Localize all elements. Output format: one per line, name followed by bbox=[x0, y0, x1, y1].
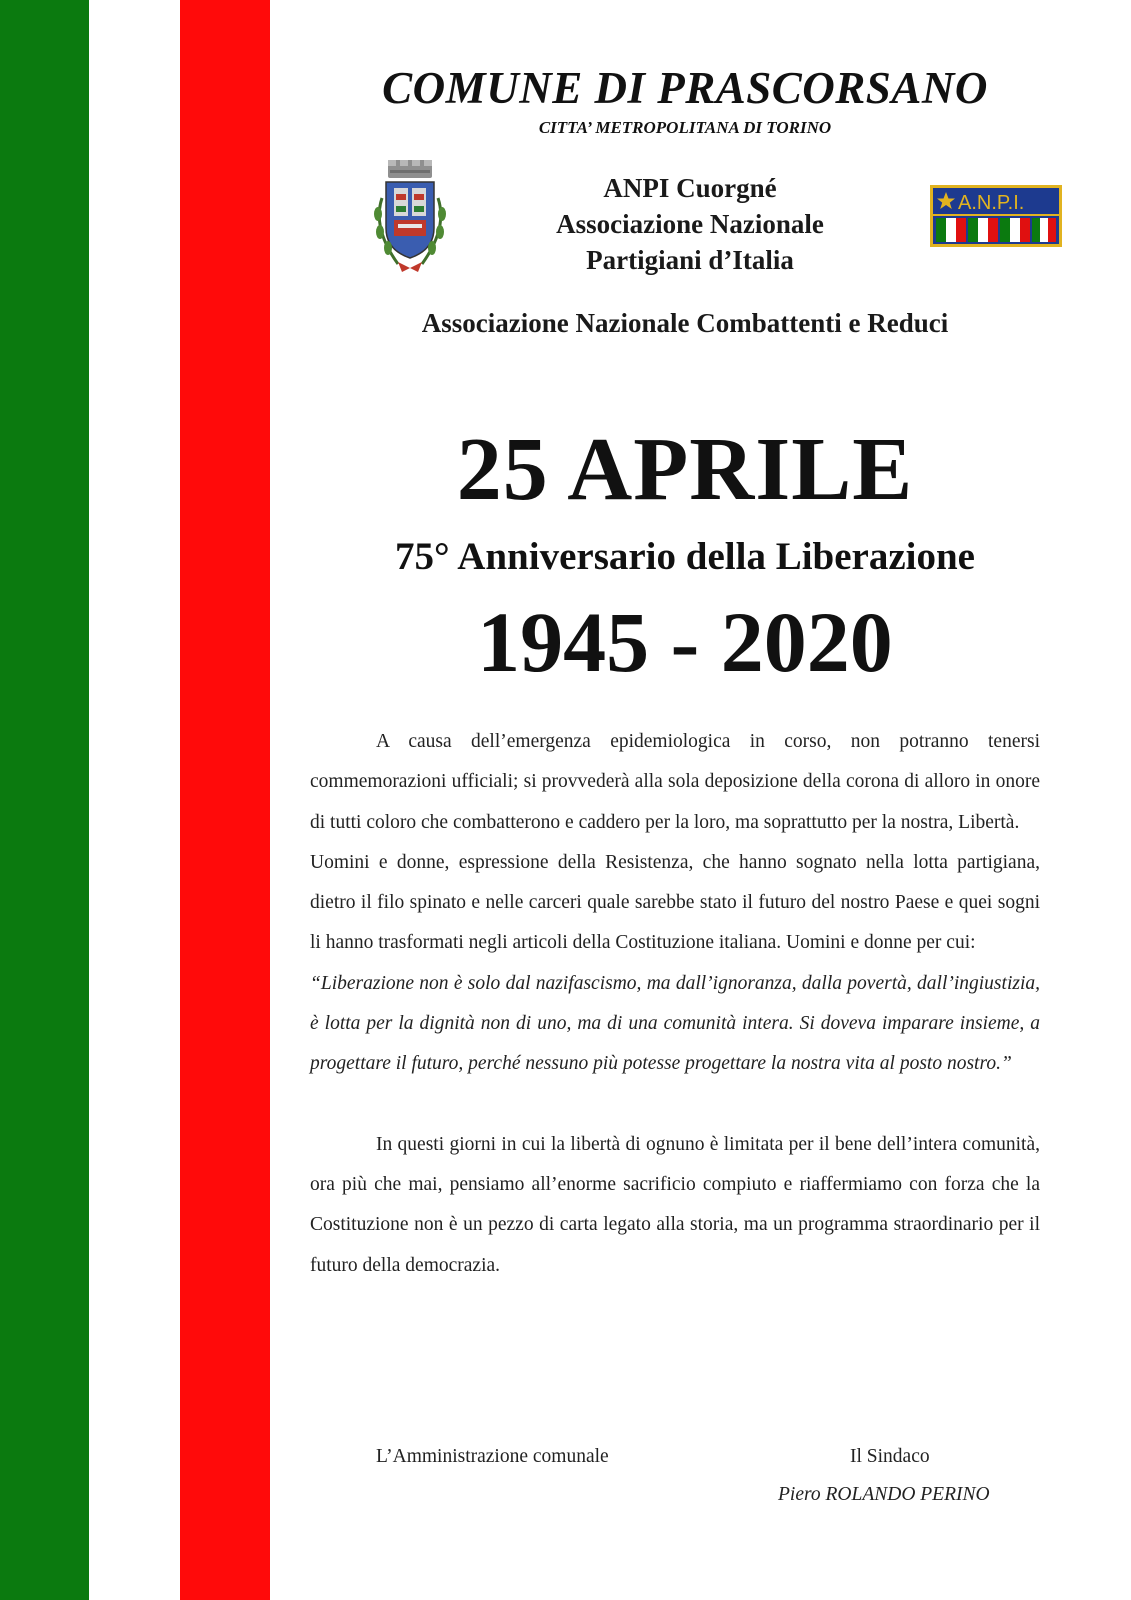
anpi-line-2: Associazione Nazionale bbox=[556, 209, 824, 239]
anniversary-subtitle: 75° Anniversario della Liberazione bbox=[395, 535, 975, 578]
mayor-title: Il Sindaco bbox=[850, 1446, 930, 1467]
paragraph-1: A causa dell’emergenza epidemiologica in corso, non potranno tenersi commemorazioni ufficiali; si provvederà alla sola deposizione della corona di alloro in onore di tutti coloro che combatterono e caddero per la loro, ma soprattutto per la nostra, Libertà. bbox=[310, 731, 1040, 833]
municipal-crest-icon bbox=[368, 158, 452, 276]
event-date: 25 APRILE bbox=[456, 420, 914, 519]
anpi-line-1: ANPI Cuorgné bbox=[603, 173, 777, 203]
years-range: 1945 - 2020 bbox=[477, 594, 893, 690]
mayor-name: Piero ROLANDO PERINO bbox=[778, 1484, 990, 1505]
anpi-line-3: Partigiani d’Italia bbox=[586, 245, 794, 275]
paragraph-3: In questi giorni in cui la libertà di ognuno è limitata per il bene dell’intera comunità, ora più che mai, pensiamo all’enorme sacrificio compiuto e riaffermiamo con forza che la Costituzione non è un pezzo di carta legato alla storia, ma un programma straordinario per il futuro della democrazia. bbox=[310, 1133, 1040, 1276]
announcement-body bbox=[310, 722, 1040, 1286]
anpi-logo-text: A.N.P.I. bbox=[958, 192, 1025, 214]
administration-signature: L’Amministrazione comunale bbox=[376, 1446, 609, 1467]
flag-green-stripe bbox=[0, 0, 89, 1600]
veterans-association: Associazione Nazionale Combattenti e Reduci bbox=[421, 308, 949, 338]
paragraph-spacer bbox=[310, 1085, 1040, 1125]
province-subtitle: CITTA’ METROPOLITANA DI TORINO bbox=[538, 118, 832, 137]
municipality-title: COMUNE DI PRASCORSANO bbox=[382, 63, 988, 113]
liberation-quote: “Liberazione non è solo dal nazifascismo, ma dall’ignoranza, dalla povertà, dall’ingiustizia, è lotta per la dignità non di uno, ma di una comunità intera. Si doveva imparare insieme, a progettare il futuro, perché nessuno più potesse progettare la nostra vita al posto nostro.” bbox=[310, 972, 1040, 1075]
flag-red-stripe bbox=[180, 0, 270, 1600]
document-page bbox=[310, 0, 1060, 1600]
paragraph-2: Uomini e donne, espressione della Resistenza, che hanno sognato nella lotta partigiana, dietro il filo spinato e nelle carceri quale sarebbe stato il futuro del nostro Paese e quei sogni li hanno trasformati negli articoli della Costituzione italiana. Uomini e donne per cui: bbox=[310, 851, 1040, 954]
flag-white-stripe bbox=[89, 0, 180, 1600]
anpi-logo bbox=[930, 185, 1062, 247]
anpi-heading bbox=[460, 170, 920, 278]
italian-flag-band bbox=[0, 0, 270, 1600]
